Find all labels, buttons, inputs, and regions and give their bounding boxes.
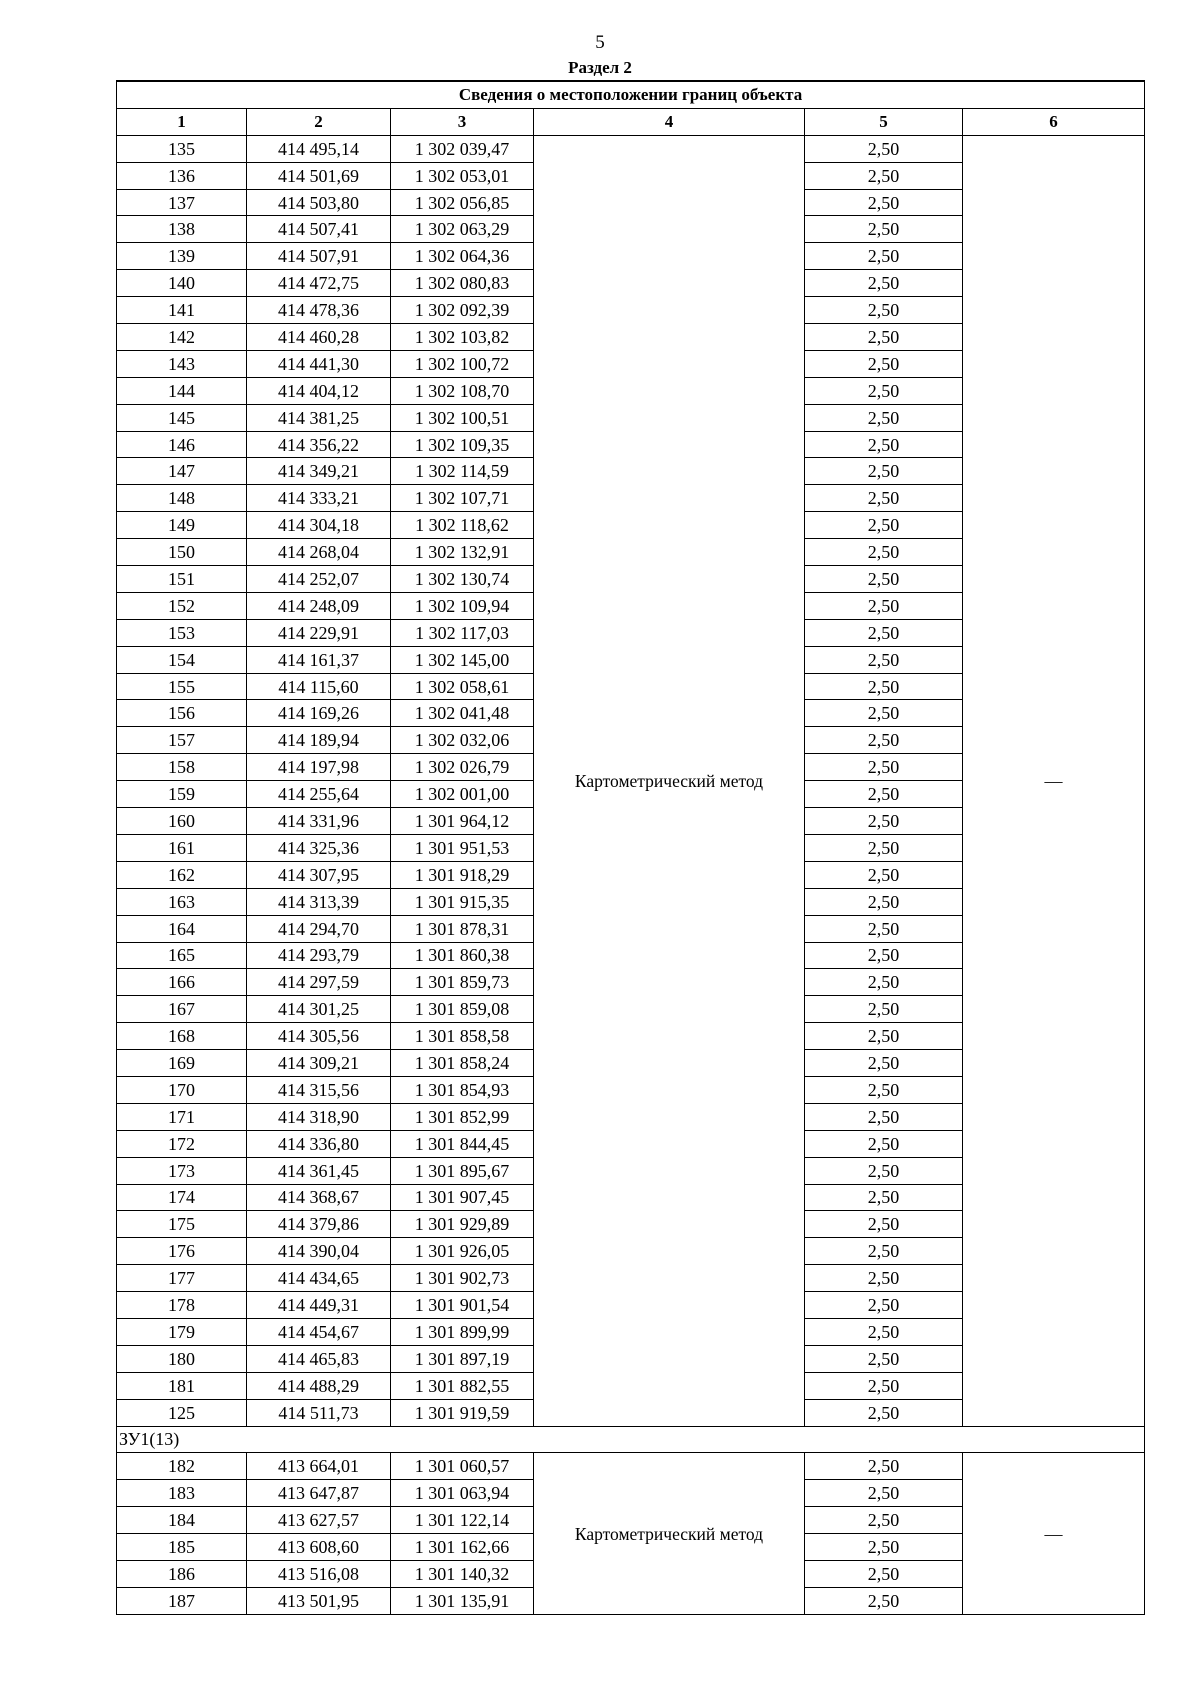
column-header-4: 4 [534, 108, 805, 135]
coord-x: 414 305,56 [247, 1023, 391, 1050]
point-number: 155 [117, 673, 247, 700]
coord-x: 414 336,80 [247, 1130, 391, 1157]
group-label-row [117, 1426, 1145, 1453]
point-number: 161 [117, 834, 247, 861]
point-number: 152 [117, 592, 247, 619]
point-number: 144 [117, 377, 247, 404]
page-number: 5 [595, 32, 605, 53]
coord-x: 414 511,73 [247, 1399, 391, 1426]
coord-x: 414 294,70 [247, 915, 391, 942]
coord-y: 1 302 114,59 [391, 458, 534, 485]
point-number: 140 [117, 270, 247, 297]
accuracy: 2,50 [805, 1345, 963, 1372]
accuracy: 2,50 [805, 969, 963, 996]
accuracy: 2,50 [805, 135, 963, 162]
accuracy: 2,50 [805, 1265, 963, 1292]
point-number: 186 [117, 1560, 247, 1587]
coord-y: 1 301 907,45 [391, 1184, 534, 1211]
coord-x: 414 197,98 [247, 754, 391, 781]
coord-x: 414 501,69 [247, 162, 391, 189]
coord-y: 1 302 130,74 [391, 566, 534, 593]
coord-x: 414 325,36 [247, 834, 391, 861]
method-cell: Картометрический метод [534, 1453, 805, 1614]
accuracy: 2,50 [805, 888, 963, 915]
point-number: 182 [117, 1453, 247, 1480]
accuracy: 2,50 [805, 619, 963, 646]
coord-x: 414 478,36 [247, 297, 391, 324]
accuracy: 2,50 [805, 1534, 963, 1561]
accuracy: 2,50 [805, 754, 963, 781]
point-number: 138 [117, 216, 247, 243]
accuracy: 2,50 [805, 1292, 963, 1319]
coord-x: 414 379,86 [247, 1211, 391, 1238]
accuracy: 2,50 [805, 1050, 963, 1077]
accuracy: 2,50 [805, 485, 963, 512]
coord-y: 1 301 140,32 [391, 1560, 534, 1587]
column-header-5: 5 [805, 108, 963, 135]
accuracy: 2,50 [805, 1480, 963, 1507]
point-number: 151 [117, 566, 247, 593]
coord-y: 1 301 964,12 [391, 808, 534, 835]
point-number: 157 [117, 727, 247, 754]
point-number: 180 [117, 1345, 247, 1372]
coord-x: 414 434,65 [247, 1265, 391, 1292]
coord-x: 414 229,91 [247, 619, 391, 646]
coord-x: 414 313,39 [247, 888, 391, 915]
coord-y: 1 302 092,39 [391, 297, 534, 324]
coord-y: 1 302 064,36 [391, 243, 534, 270]
accuracy: 2,50 [805, 377, 963, 404]
point-number: 158 [117, 754, 247, 781]
table-title: Сведения о местоположении границ объекта [117, 81, 1145, 108]
coord-x: 414 248,09 [247, 592, 391, 619]
coord-x: 414 301,25 [247, 996, 391, 1023]
coord-x: 414 488,29 [247, 1372, 391, 1399]
accuracy: 2,50 [805, 458, 963, 485]
coord-x: 414 161,37 [247, 646, 391, 673]
coord-y: 1 301 878,31 [391, 915, 534, 942]
accuracy: 2,50 [805, 1103, 963, 1130]
coord-x: 413 501,95 [247, 1587, 391, 1614]
accuracy: 2,50 [805, 1453, 963, 1480]
point-number: 165 [117, 942, 247, 969]
point-number: 142 [117, 324, 247, 351]
coord-y: 1 301 951,53 [391, 834, 534, 861]
point-number: 184 [117, 1507, 247, 1534]
accuracy: 2,50 [805, 781, 963, 808]
coord-x: 414 356,22 [247, 431, 391, 458]
accuracy: 2,50 [805, 350, 963, 377]
coord-y: 1 302 117,03 [391, 619, 534, 646]
accuracy: 2,50 [805, 539, 963, 566]
accuracy: 2,50 [805, 673, 963, 700]
coord-x: 414 404,12 [247, 377, 391, 404]
accuracy: 2,50 [805, 431, 963, 458]
coord-y: 1 301 902,73 [391, 1265, 534, 1292]
accuracy: 2,50 [805, 1211, 963, 1238]
coord-y: 1 301 063,94 [391, 1480, 534, 1507]
accuracy: 2,50 [805, 996, 963, 1023]
accuracy: 2,50 [805, 808, 963, 835]
accuracy: 2,50 [805, 1157, 963, 1184]
coord-x: 414 368,67 [247, 1184, 391, 1211]
coord-x: 414 331,96 [247, 808, 391, 835]
coord-y: 1 302 108,70 [391, 377, 534, 404]
coord-y: 1 302 100,72 [391, 350, 534, 377]
coord-y: 1 302 080,83 [391, 270, 534, 297]
method-cell: Картометрический метод [534, 135, 805, 1426]
coord-y: 1 301 901,54 [391, 1292, 534, 1319]
accuracy: 2,50 [805, 1184, 963, 1211]
accuracy: 2,50 [805, 1238, 963, 1265]
point-number: 171 [117, 1103, 247, 1130]
boundary-coordinates-table [116, 80, 1145, 1615]
accuracy: 2,50 [805, 270, 963, 297]
column-header-6: 6 [963, 108, 1145, 135]
coord-y: 1 301 060,57 [391, 1453, 534, 1480]
coord-x: 414 454,67 [247, 1318, 391, 1345]
table-row [117, 135, 1145, 162]
point-number: 153 [117, 619, 247, 646]
accuracy: 2,50 [805, 162, 963, 189]
accuracy: 2,50 [805, 700, 963, 727]
coord-x: 414 309,21 [247, 1050, 391, 1077]
column-6-cell: — [963, 1453, 1145, 1614]
point-number: 137 [117, 189, 247, 216]
accuracy: 2,50 [805, 1023, 963, 1050]
column-header-2: 2 [247, 108, 391, 135]
coord-x: 414 349,21 [247, 458, 391, 485]
coord-y: 1 301 859,08 [391, 996, 534, 1023]
accuracy: 2,50 [805, 861, 963, 888]
coord-x: 414 465,83 [247, 1345, 391, 1372]
coord-x: 414 503,80 [247, 189, 391, 216]
coord-y: 1 301 844,45 [391, 1130, 534, 1157]
coord-x: 414 507,91 [247, 243, 391, 270]
coord-y: 1 301 122,14 [391, 1507, 534, 1534]
coord-y: 1 301 162,66 [391, 1534, 534, 1561]
coord-y: 1 301 919,59 [391, 1399, 534, 1426]
coord-y: 1 301 859,73 [391, 969, 534, 996]
coord-x: 414 507,41 [247, 216, 391, 243]
accuracy: 2,50 [805, 1587, 963, 1614]
coord-y: 1 302 041,48 [391, 700, 534, 727]
point-number: 179 [117, 1318, 247, 1345]
point-number: 146 [117, 431, 247, 458]
coord-x: 414 315,56 [247, 1076, 391, 1103]
coord-y: 1 302 109,35 [391, 431, 534, 458]
coord-y: 1 302 118,62 [391, 512, 534, 539]
coord-x: 414 472,75 [247, 270, 391, 297]
coord-y: 1 301 852,99 [391, 1103, 534, 1130]
column-header-row [117, 108, 1145, 135]
coord-y: 1 301 918,29 [391, 861, 534, 888]
accuracy: 2,50 [805, 1318, 963, 1345]
point-number: 160 [117, 808, 247, 835]
coord-x: 414 307,95 [247, 861, 391, 888]
accuracy: 2,50 [805, 324, 963, 351]
column-header-1: 1 [117, 108, 247, 135]
accuracy: 2,50 [805, 243, 963, 270]
point-number: 149 [117, 512, 247, 539]
point-number: 181 [117, 1372, 247, 1399]
point-number: 159 [117, 781, 247, 808]
coord-y: 1 301 929,89 [391, 1211, 534, 1238]
accuracy: 2,50 [805, 834, 963, 861]
accuracy: 2,50 [805, 942, 963, 969]
point-number: 167 [117, 996, 247, 1023]
point-number: 169 [117, 1050, 247, 1077]
point-number: 148 [117, 485, 247, 512]
point-number: 139 [117, 243, 247, 270]
accuracy: 2,50 [805, 592, 963, 619]
group-label: ЗУ1(13) [117, 1426, 1145, 1453]
coord-x: 413 664,01 [247, 1453, 391, 1480]
coord-x: 414 460,28 [247, 324, 391, 351]
coord-x: 414 115,60 [247, 673, 391, 700]
table-row [117, 1453, 1145, 1480]
coord-x: 414 304,18 [247, 512, 391, 539]
coord-x: 414 441,30 [247, 350, 391, 377]
coord-y: 1 301 897,19 [391, 1345, 534, 1372]
accuracy: 2,50 [805, 1507, 963, 1534]
coord-y: 1 301 858,58 [391, 1023, 534, 1050]
table-title-row [117, 81, 1145, 108]
point-number: 125 [117, 1399, 247, 1426]
accuracy: 2,50 [805, 1130, 963, 1157]
coord-x: 413 627,57 [247, 1507, 391, 1534]
table-body [117, 135, 1145, 1614]
coord-y: 1 301 854,93 [391, 1076, 534, 1103]
point-number: 147 [117, 458, 247, 485]
coord-y: 1 302 056,85 [391, 189, 534, 216]
coord-y: 1 302 132,91 [391, 539, 534, 566]
point-number: 175 [117, 1211, 247, 1238]
coord-y: 1 301 926,05 [391, 1238, 534, 1265]
accuracy: 2,50 [805, 646, 963, 673]
accuracy: 2,50 [805, 1076, 963, 1103]
point-number: 170 [117, 1076, 247, 1103]
coord-x: 414 189,94 [247, 727, 391, 754]
point-number: 178 [117, 1292, 247, 1319]
point-number: 162 [117, 861, 247, 888]
coord-x: 414 361,45 [247, 1157, 391, 1184]
coord-x: 414 449,31 [247, 1292, 391, 1319]
accuracy: 2,50 [805, 216, 963, 243]
point-number: 150 [117, 539, 247, 566]
coord-y: 1 302 053,01 [391, 162, 534, 189]
point-number: 176 [117, 1238, 247, 1265]
accuracy: 2,50 [805, 915, 963, 942]
coord-y: 1 301 895,67 [391, 1157, 534, 1184]
accuracy: 2,50 [805, 727, 963, 754]
point-number: 163 [117, 888, 247, 915]
coord-y: 1 301 135,91 [391, 1587, 534, 1614]
coord-y: 1 301 915,35 [391, 888, 534, 915]
coord-x: 414 495,14 [247, 135, 391, 162]
coord-x: 414 255,64 [247, 781, 391, 808]
point-number: 145 [117, 404, 247, 431]
coord-y: 1 302 145,00 [391, 646, 534, 673]
coord-y: 1 302 107,71 [391, 485, 534, 512]
coord-y: 1 302 100,51 [391, 404, 534, 431]
coord-x: 414 252,07 [247, 566, 391, 593]
point-number: 166 [117, 969, 247, 996]
coord-x: 414 390,04 [247, 1238, 391, 1265]
point-number: 183 [117, 1480, 247, 1507]
coord-y: 1 302 103,82 [391, 324, 534, 351]
point-number: 185 [117, 1534, 247, 1561]
column-header-3: 3 [391, 108, 534, 135]
accuracy: 2,50 [805, 1372, 963, 1399]
coord-y: 1 301 899,99 [391, 1318, 534, 1345]
accuracy: 2,50 [805, 566, 963, 593]
coord-y: 1 302 001,00 [391, 781, 534, 808]
accuracy: 2,50 [805, 1399, 963, 1426]
coord-y: 1 301 860,38 [391, 942, 534, 969]
coord-y: 1 302 109,94 [391, 592, 534, 619]
point-number: 173 [117, 1157, 247, 1184]
coord-x: 414 333,21 [247, 485, 391, 512]
point-number: 135 [117, 135, 247, 162]
point-number: 141 [117, 297, 247, 324]
point-number: 156 [117, 700, 247, 727]
coord-x: 413 647,87 [247, 1480, 391, 1507]
section-title: Раздел 2 [568, 58, 632, 77]
coord-x: 413 516,08 [247, 1560, 391, 1587]
coord-x: 414 381,25 [247, 404, 391, 431]
point-number: 154 [117, 646, 247, 673]
point-number: 164 [117, 915, 247, 942]
coord-x: 414 297,59 [247, 969, 391, 996]
coord-x: 414 169,26 [247, 700, 391, 727]
coord-x: 414 318,90 [247, 1103, 391, 1130]
point-number: 174 [117, 1184, 247, 1211]
point-number: 187 [117, 1587, 247, 1614]
accuracy: 2,50 [805, 189, 963, 216]
point-number: 168 [117, 1023, 247, 1050]
coord-y: 1 301 858,24 [391, 1050, 534, 1077]
coord-y: 1 302 026,79 [391, 754, 534, 781]
column-6-cell: — [963, 135, 1145, 1426]
coord-x: 414 293,79 [247, 942, 391, 969]
accuracy: 2,50 [805, 512, 963, 539]
coord-x: 413 608,60 [247, 1534, 391, 1561]
coord-y: 1 302 063,29 [391, 216, 534, 243]
point-number: 136 [117, 162, 247, 189]
coord-x: 414 268,04 [247, 539, 391, 566]
coord-y: 1 302 058,61 [391, 673, 534, 700]
accuracy: 2,50 [805, 297, 963, 324]
coord-y: 1 302 032,06 [391, 727, 534, 754]
point-number: 143 [117, 350, 247, 377]
point-number: 177 [117, 1265, 247, 1292]
coord-y: 1 301 882,55 [391, 1372, 534, 1399]
accuracy: 2,50 [805, 404, 963, 431]
coord-y: 1 302 039,47 [391, 135, 534, 162]
accuracy: 2,50 [805, 1560, 963, 1587]
point-number: 172 [117, 1130, 247, 1157]
